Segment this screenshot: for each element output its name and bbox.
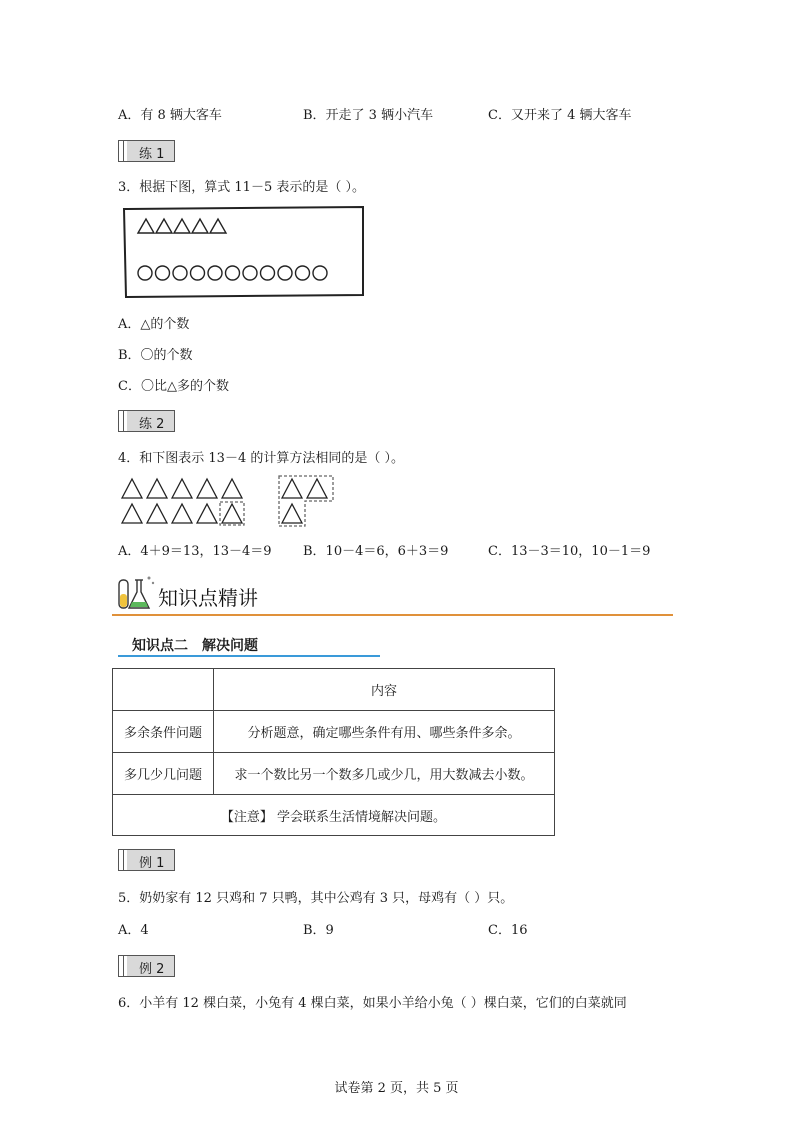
q3-option-b: B．〇的个数: [118, 348, 193, 363]
example-2-label: 例 2: [139, 962, 165, 977]
table-note: 【注意】 学会联系生活情境解决问题。: [113, 795, 555, 836]
q3-triangle: [192, 219, 208, 233]
q3-text: 3．根据下图，算式 11－5 表示的是（ ）。: [118, 180, 365, 195]
q2-option-a: A．有 8 辆大客车: [118, 108, 222, 123]
q3-circle: [138, 266, 152, 280]
knowledge-table: [112, 668, 555, 836]
q4-right-dashed-box: [279, 476, 333, 526]
q3-circle: [173, 266, 187, 280]
knowledge-point-title: 知识点二 解决问题: [132, 638, 258, 654]
q3-triangle: [156, 219, 172, 233]
table-row-content: 求一个数比另一个数多几或少几，用大数减去小数。: [214, 753, 555, 795]
q3-option-a: A．△的个数: [118, 317, 190, 332]
q3-triangle-row: [138, 219, 226, 233]
section-rule: [112, 614, 673, 616]
q3-circle: [243, 266, 257, 280]
page-footer: 试卷第 2 页，共 5 页: [334, 1081, 459, 1096]
section-title: 知识点精讲: [158, 586, 258, 610]
q3-option-c: C．〇比△多的个数: [118, 379, 229, 394]
q3-triangle: [174, 219, 190, 233]
q3-circle: [226, 266, 240, 280]
q4-option-b: B．10－4＝6，6＋3＝9: [303, 544, 449, 559]
q4-left-triangles: [122, 479, 242, 523]
table-row-label: 多余条件问题: [113, 711, 214, 753]
q2-option-c: C．又开来了 4 辆大客车: [488, 108, 632, 123]
q3-circle: [313, 266, 327, 280]
knowledge-point-rule: [118, 655, 380, 657]
example-2-tag: [118, 955, 175, 977]
table-row: [113, 753, 555, 795]
practice-2-label: 练 2: [139, 417, 165, 432]
table-row-content: 分析题意，确定哪些条件有用、哪些条件多余。: [214, 711, 555, 753]
q5-text: 5．奶奶家有 12 只鸡和 7 只鸭，其中公鸡有 3 只，母鸡有（ ）只。: [118, 891, 514, 906]
q3-circle: [261, 266, 275, 280]
table-header-row: [113, 669, 555, 711]
practice-1-label: 练 1: [139, 147, 165, 162]
q4-option-c: C．13－3＝10，10－1＝9: [488, 544, 651, 559]
q3-figure-frame: [124, 207, 363, 297]
practice-1-tag: [118, 140, 175, 162]
q3-circle: [191, 266, 205, 280]
table-note-row: [113, 795, 555, 836]
q3-triangle: [138, 219, 154, 233]
example-1-tag: [118, 849, 175, 871]
q3-circle: [278, 266, 292, 280]
table-row-label: 多几少几问题: [113, 753, 214, 795]
q5-option-c: C．16: [488, 923, 528, 938]
q3-circle: [156, 266, 170, 280]
q2-option-b: B．开走了 3 辆小汽车: [303, 108, 434, 123]
q4-figure: [118, 474, 342, 530]
practice-2-tag: [118, 410, 175, 432]
q4-text: 4．和下图表示 13－4 的计算方法相同的是（ ）。: [118, 451, 404, 466]
q3-figure: [120, 204, 366, 300]
table-header-empty: [113, 669, 214, 711]
q5-option-a: A．4: [118, 923, 149, 938]
q3-triangle: [210, 219, 226, 233]
q3-circle: [296, 266, 310, 280]
q4-left-dashed-box: [220, 502, 244, 525]
q4-option-a: A．4＋9＝13，13－4＝9: [118, 544, 272, 559]
table-row: [113, 711, 555, 753]
flask-icon: [115, 572, 157, 614]
example-1-label: 例 1: [139, 856, 165, 871]
table-header-content: 内容: [214, 669, 555, 711]
q3-circle: [208, 266, 222, 280]
q5-option-b: B．9: [303, 923, 334, 938]
q6-text: 6．小羊有 12 棵白菜，小兔有 4 棵白菜，如果小羊给小兔（ ）棵白菜，它们的白菜就同: [118, 996, 627, 1011]
q3-circle-row: [138, 266, 327, 280]
